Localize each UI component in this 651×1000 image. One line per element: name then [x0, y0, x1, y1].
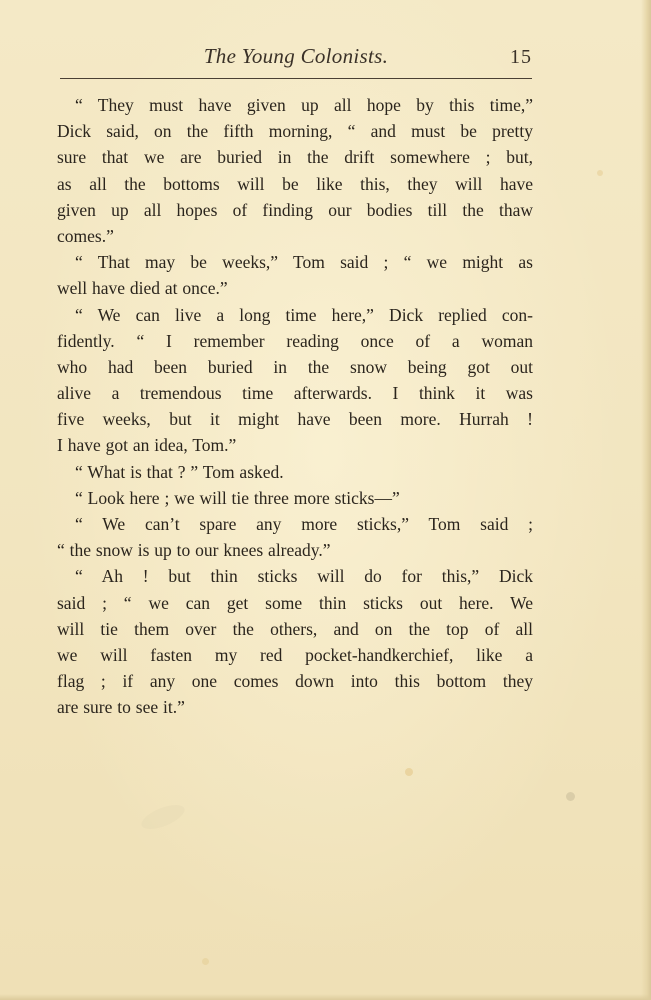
text-line: are sure to see it.” — [57, 697, 185, 718]
text-line: “ Look here ; we will tie three more sticks—” — [75, 487, 400, 508]
body-text — [57, 92, 533, 721]
paper-stain — [566, 792, 575, 801]
text-line: five weeks, but it might have been more. Hurrah ! — [57, 409, 533, 430]
paper-stain — [597, 170, 603, 176]
paper-stain — [138, 800, 187, 834]
text-line: Dick said, on the fifth morning, “ and must be pretty — [57, 121, 533, 142]
text-line: given up all hopes of finding our bodies till the thaw — [57, 199, 533, 220]
text-line: flag ; if any one comes down into this bottom they — [57, 671, 533, 692]
text-line: sure that we are buried in the drift somewhere ; but, — [57, 147, 533, 168]
text-line: “ We can live a long time here,” Dick replied con- — [75, 304, 533, 325]
text-line: will tie them over the others, and on the top of all — [57, 618, 533, 639]
text-line: we will fasten my red pocket-handkerchief, like a — [57, 644, 533, 665]
text-line: fidently. “ I remember reading once of a woman — [57, 330, 533, 351]
text-line: well have died at once.” — [57, 278, 228, 299]
paper-stain — [405, 768, 413, 776]
running-head — [60, 42, 532, 74]
text-line: “ We can’t spare any more sticks,” Tom said ; — [75, 514, 533, 534]
paper-stain — [202, 958, 209, 965]
text-line: who had been buried in the snow being got out — [57, 356, 533, 377]
running-title: The Young Colonists. — [203, 44, 389, 68]
text-line: “ the snow is up to our knees already.” — [57, 540, 331, 561]
text-line: “ That may be weeks,” Tom said ; “ we might as — [75, 252, 533, 273]
page-edge-right — [641, 0, 651, 1000]
text-line: “ What is that ? ” Tom asked. — [75, 461, 284, 482]
text-line: “ They must have given up all hope by this time,” — [75, 95, 533, 115]
text-line: alive a tremendous time afterwards. I think it was — [57, 383, 533, 404]
page-edge-bottom — [0, 994, 651, 1000]
text-line: comes.” — [57, 225, 114, 246]
text-line: I have got an idea, Tom.” — [57, 435, 237, 456]
text-line: “ Ah ! but thin sticks will do for this,” Dick — [75, 566, 533, 587]
text-line: said ; “ we can get some thin sticks out here. We — [57, 592, 533, 613]
page-number: 15 — [510, 46, 532, 68]
header-rule — [60, 78, 532, 79]
text-line: as all the bottoms will be like this, they will have — [57, 173, 533, 194]
